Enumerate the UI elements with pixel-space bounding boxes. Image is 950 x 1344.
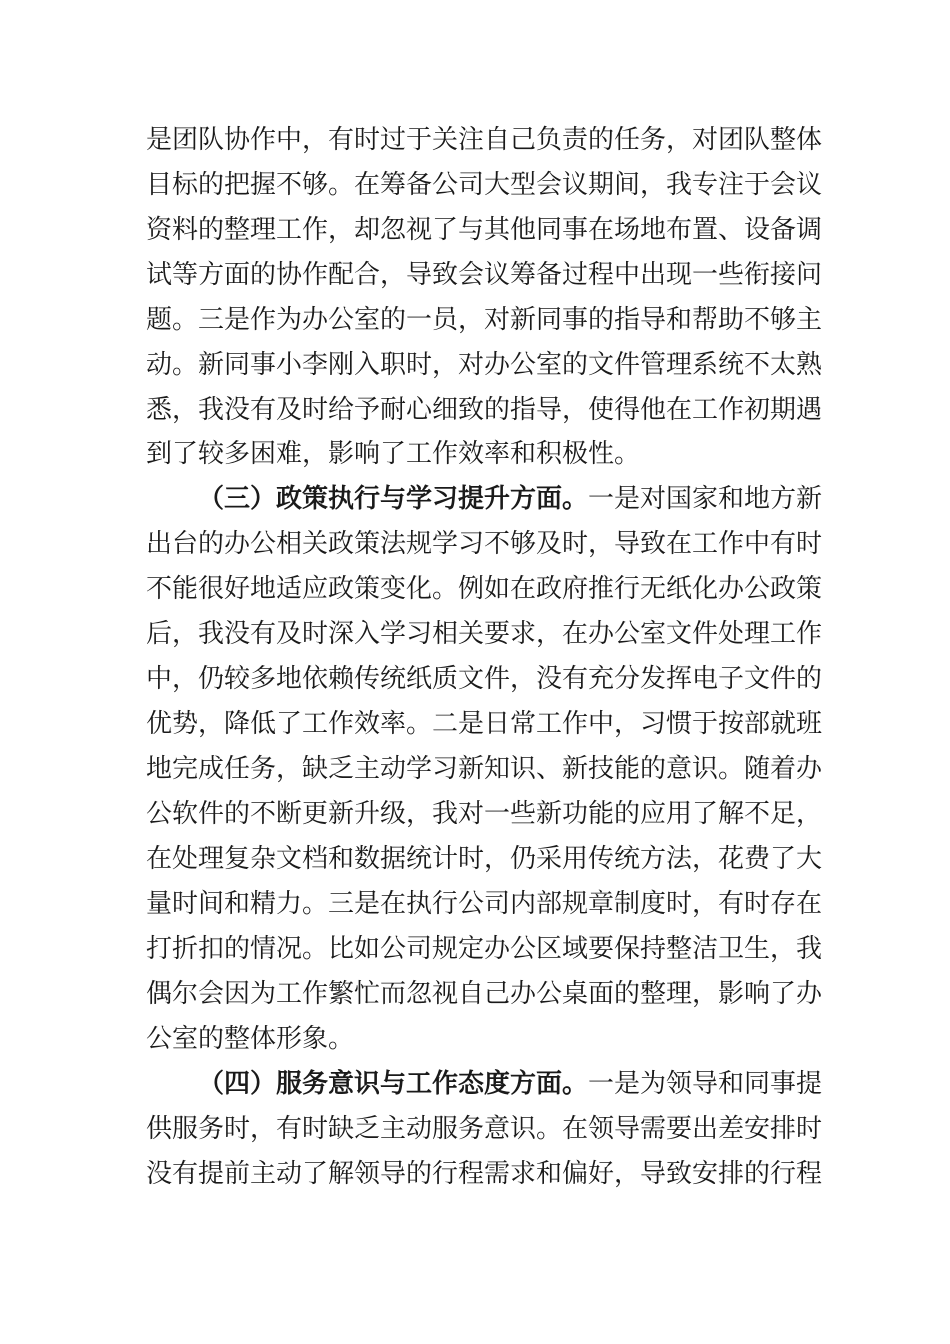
text-line: 没有提前主动了解领导的行程需求和偏好，导致安排的行程 [146,1159,823,1189]
section-3-first-line [198,479,823,519]
section-4-lead: 一是为领导和同事提 [588,1069,823,1099]
text-line: 量时间和精力。三是在执行公司内部规章制度时，有时存在 [146,889,823,919]
text-line: 优势，降低了工作效率。二是日常工作中，习惯于按部就班 [146,709,823,739]
text-line: 打折扣的情况。比如公司规定办公区域要保持整洁卫生，我 [146,934,823,964]
text-line: 不能很好地适应政策变化。例如在政府推行无纸化办公政策 [146,574,823,604]
text-line: 到了较多困难，影响了工作效率和积极性。 [146,439,641,469]
text-line: 是团队协作中，有时过于关注自己负责的任务，对团队整体 [146,125,823,155]
section-3-heading: （三）政策执行与学习提升方面。 [198,484,589,514]
section-4-heading: （四）服务意识与工作态度方面。 [198,1069,589,1099]
text-line: 公软件的不断更新升级，我对一些新功能的应用了解不足， [146,799,823,829]
text-line: 资料的整理工作，却忽视了与其他同事在场地布置、设备调 [146,215,823,245]
text-line: 目标的把握不够。在筹备公司大型会议期间，我专注于会议 [146,170,823,200]
text-line: 在处理复杂文档和数据统计时，仍采用传统方法，花费了大 [146,844,823,874]
text-line: 出台的办公相关政策法规学习不够及时，导致在工作中有时 [146,529,823,559]
text-line: 偶尔会因为工作繁忙而忽视自己办公桌面的整理，影响了办 [146,979,823,1009]
text-line: 供服务时，有时缺乏主动服务意识。在领导需要出差安排时 [146,1114,823,1144]
text-line: 中，仍较多地依赖传统纸质文件，没有充分发挥电子文件的 [146,664,823,694]
text-line: 地完成任务，缺乏主动学习新知识、新技能的意识。随着办 [146,754,823,784]
section-4-first-line [198,1064,823,1104]
text-line: 后，我没有及时深入学习相关要求，在办公室文件处理工作 [146,619,823,649]
text-line: 题。三是作为办公室的一员，对新同事的指导和帮助不够主 [146,305,823,335]
text-line: 动。新同事小李刚入职时，对办公室的文件管理系统不太熟 [146,350,823,380]
text-line: 悉，我没有及时给予耐心细致的指导，使得他在工作初期遇 [146,395,823,425]
text-line: 试等方面的协作配合，导致会议筹备过程中出现一些衔接问 [146,260,823,290]
section-3-lead: 一是对国家和地方新 [588,484,823,514]
text-line: 公室的整体形象。 [146,1024,355,1054]
